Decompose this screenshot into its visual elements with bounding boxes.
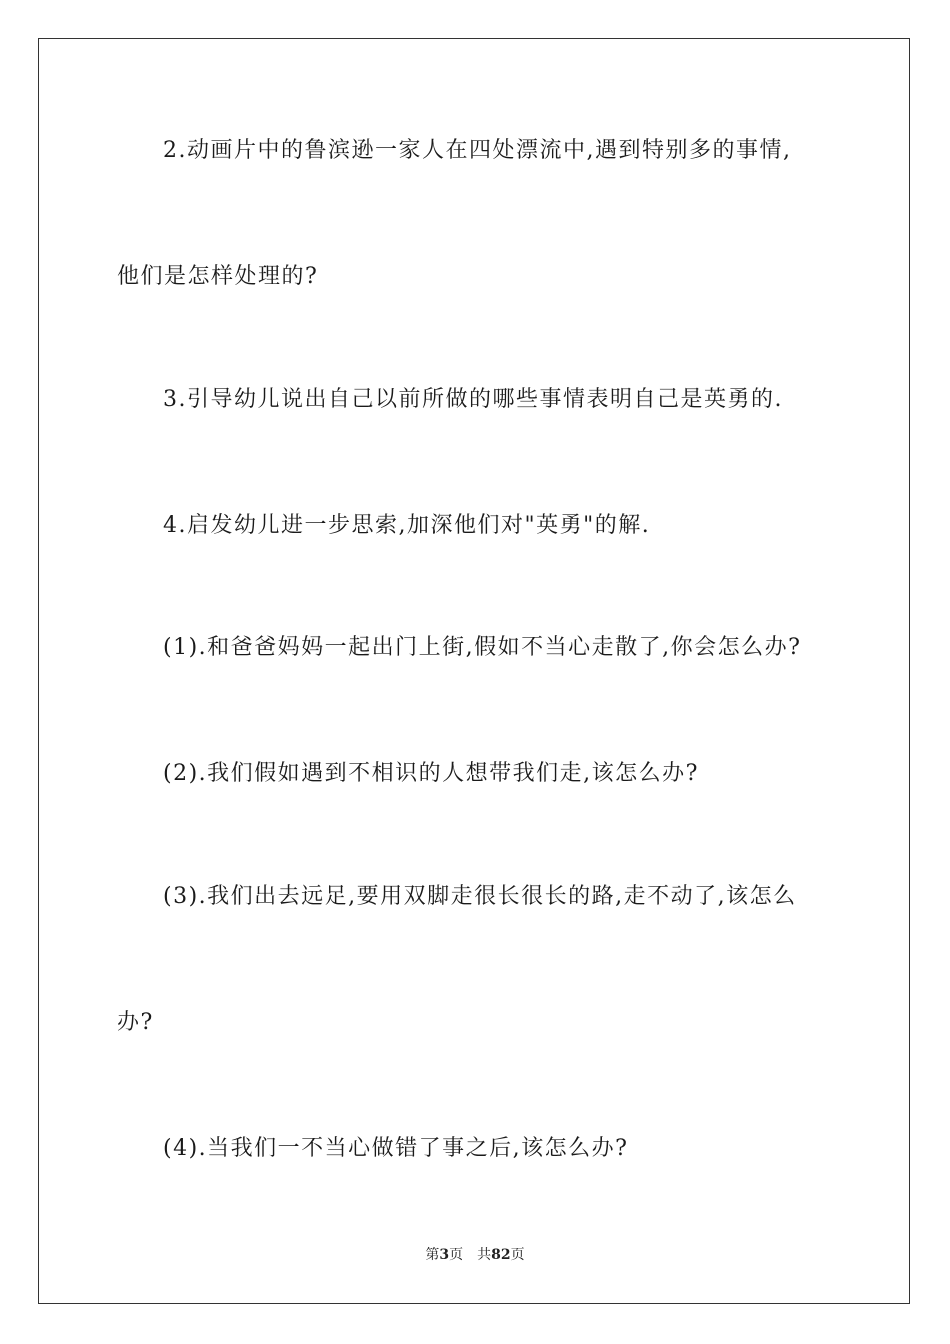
footer-page-prefix: 第: [425, 1247, 440, 1263]
paragraph-line-5: (1).和爸爸妈妈一起出门上街,假如不当心走散了,你会怎么办?: [163, 635, 802, 660]
paragraph-line-3: 3.引导幼儿说出自己以前所做的哪些事情表明自己是英勇的.: [163, 387, 783, 412]
page-border: [38, 38, 910, 1304]
paragraph-line-7: (3).我们出去远足,要用双脚走很长很长的路,走不动了,该怎么: [163, 884, 797, 909]
footer-total-suffix: 页: [510, 1247, 525, 1263]
footer-total-prefix: 共: [477, 1247, 492, 1263]
footer-total-pages: 82: [491, 1247, 511, 1263]
footer-page-number: 3: [439, 1247, 450, 1263]
paragraph-line-1: 2.动画片中的鲁滨逊一家人在四处漂流中,遇到特别多的事情,: [163, 138, 792, 163]
page-footer: [0, 1246, 950, 1264]
paragraph-line-8: 办?: [117, 1010, 154, 1035]
paragraph-line-9: (4).当我们一不当心做错了事之后,该怎么办?: [163, 1136, 629, 1161]
paragraph-line-6: (2).我们假如遇到不相识的人想带我们走,该怎么办?: [163, 761, 699, 786]
paragraph-line-2: 他们是怎样处理的?: [117, 264, 319, 289]
paragraph-line-4: 4.启发幼儿进一步思索,加深他们对"英勇"的解.: [163, 513, 651, 538]
footer-page-suffix: 页: [449, 1247, 464, 1263]
